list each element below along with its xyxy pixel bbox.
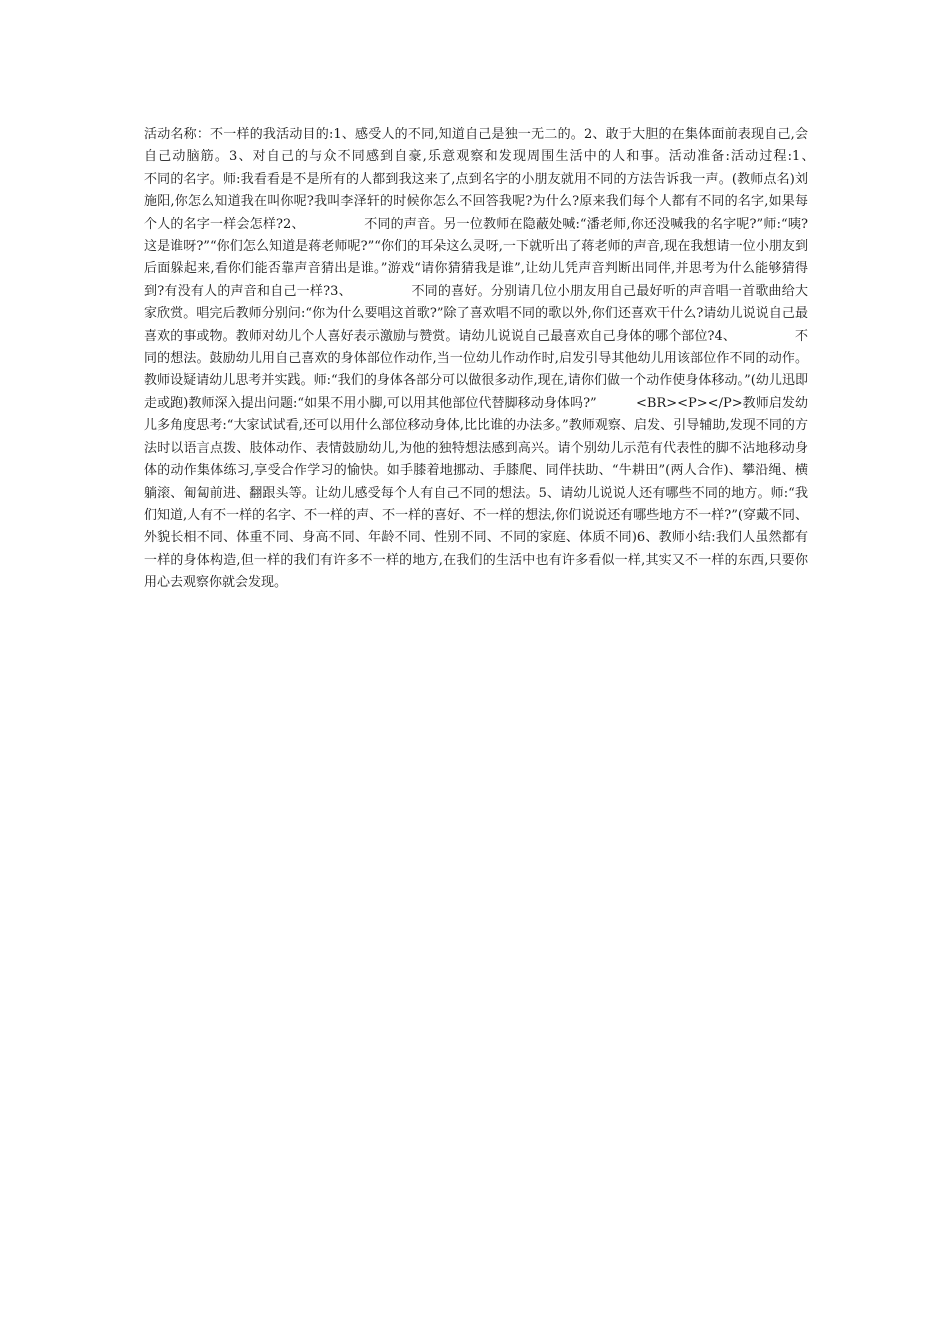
lesson-plan-paragraph: 活动名称：不一样的我活动目的:1、感受人的不同,知道自己是独一无二的。2、敢于大胆的在集体面前表现自己,会自己动脑筋。3、对自己的与众不同感到自豪,乐意观察和发现周围生活中的人和事。活动准备:活动过程:1、 不同的名字。师:我看看是不是所有的人都到我这来了,点到名字的小朋友就用不同的方法告诉我一声。(教师点名)刘施阳,你怎么知道我在叫你呢?我叫李泽轩的时候你怎么不回答我呢?为什么?原来我们每个人都有不同的名字,如果每个人的名字一样会怎样?2、 不同的声音。另一位教师在隐蔽处喊:“潘老师,你还没喊我的名字呢?”师:“咦?这是谁呀?”“你们怎么知道是蒋老师呢?”“你们的耳朵这么灵呀,一下就听出了蒋老师的声音,现在我想请一位小朋友到后面躲起来,看你们能否靠声音猜出是谁。”游戏“请你猜猜我是谁”,让幼儿凭声音判断出同伴,并思考为什么能够猜得到?有没有人的声音和自己一样?3、 不同的喜好。分别请几位小朋友用自己最好听的声音唱一首歌曲给大家欣赏。唱完后教师分别问:“你为什么要唱这首歌?”除了喜欢唱不同的歌以外,你们还喜欢干什么?请幼儿说说自己最喜欢的事或物。教师对幼儿个人喜好表示激励与赞赏。请幼儿说说自己最喜欢自己身体的哪个部位?4、 不同的想法。鼓励幼儿用自己喜欢的身体部位作动作,当一位幼儿作动作时,启发引导其他幼儿用该部位作不同的动作。教师设疑请幼儿思考并实践。师:“我们的身体各部分可以做很多动作,现在,请你们做一个动作使身体移动。”(幼儿迅即走或跑)教师深入提出问题:“如果不用小脚,可以用其他部位代替脚移动身体吗?” <BR><P></P>教师启发幼儿多角度思考:“大家试试看,还可以用什么部位移动身体,比比谁的办法多。”教师观察、启发、引导辅助,发现不同的方法时以语言点拨、肢体动作、表情鼓励幼儿,为他的独特想法感到高兴。请个别幼儿示范有代表性的脚不沾地移动身体的动作集体练习,享受合作学习的愉快。如手膝着地挪动、手膝爬、同伴扶助、“牛耕田”(两人合作)、攀沿绳、横躺滚、匍匐前进、翻跟头等。让幼儿感受每个人有自己不同的想法。5、请幼儿说说人还有哪些不同的地方。师:“我们知道,人有不一样的名字、不一样的声、不一样的喜好、不一样的想法,你们说说还有哪些地方不一样?”(穿戴不同、外貌长相不同、体重不同、身高不同、年龄不同、性别不同、不同的家庭、体质不同)6、教师小结:我们人虽然都有一样的身体构造,但一样的我们有许多不一样的地方,在我们的生活中也有许多看似一样,其实又不一样的东西,只要你用心去观察你就会发现。: [144, 127, 874, 591]
